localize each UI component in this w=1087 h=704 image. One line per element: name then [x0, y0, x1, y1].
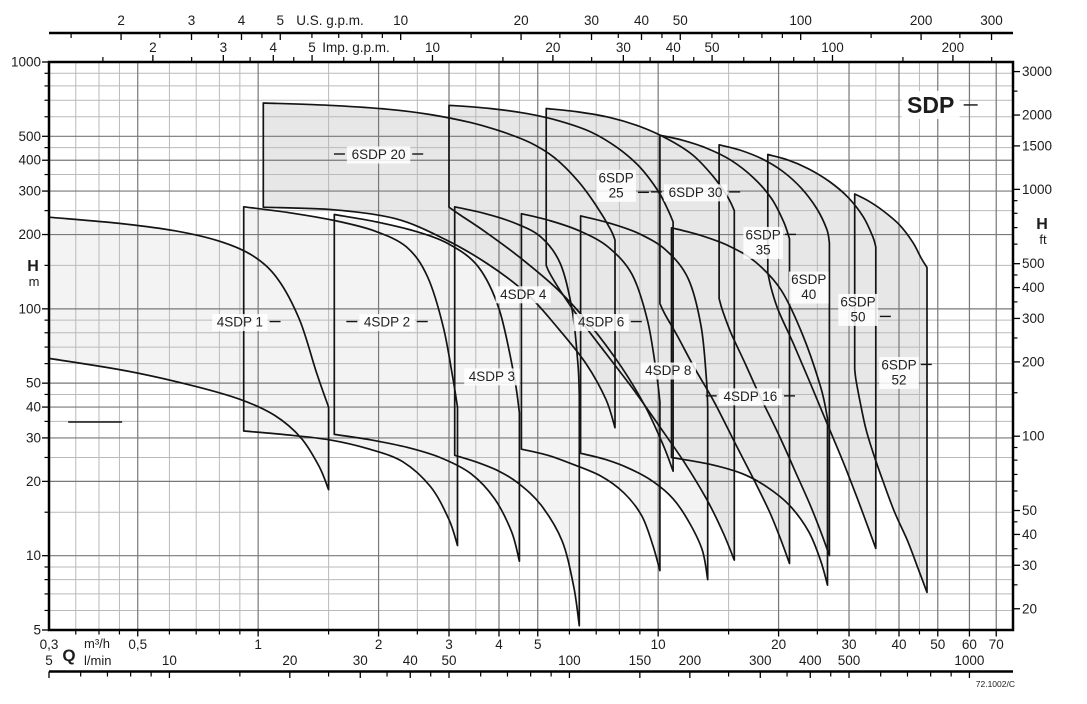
lmin-tick-label: 40 [402, 653, 418, 668]
imp-gpm-tick-label: 100 [821, 40, 844, 55]
right-axis-tick-label: 1000 [1022, 181, 1053, 197]
lmin-tick-label: 150 [628, 653, 652, 668]
right-axis-tick-label: 40 [1022, 526, 1038, 542]
imp-gpm-tick-label: 200 [941, 40, 965, 55]
lmin-tick-label: 300 [749, 653, 772, 668]
left-axis-unit: m [28, 274, 40, 289]
m3h-tick-label: 20 [771, 637, 787, 652]
pump-label-text: 4SDP 16 [723, 388, 778, 404]
lmin-tick-label: 500 [837, 653, 861, 668]
drawing-code [976, 679, 1015, 689]
left-axis-tick-label: 40 [25, 399, 41, 415]
m3h-tick-label: 50 [930, 637, 946, 652]
us-gpm-axis-title: U.S. g.p.m. [296, 13, 364, 28]
pump-label-text: 4SDP 6 [577, 314, 625, 330]
left-axis-tick-label: 10 [25, 548, 41, 564]
pump-label-text: 6SDP 30 [668, 184, 723, 200]
imp-gpm-tick-label: 4 [269, 40, 278, 55]
left-axis-tick-label: 20 [25, 473, 41, 489]
us-gpm-tick-label: 5 [276, 13, 285, 28]
right-axis-tick-label: 1500 [1022, 138, 1053, 154]
right-axis-tick-label: 50 [1022, 503, 1038, 519]
m3h-tick-label: 1 [254, 637, 262, 652]
us-gpm-tick-label: 30 [584, 13, 600, 28]
pump-label-text: 40 [801, 287, 817, 303]
left-axis-tick-label: 500 [18, 128, 41, 144]
m3h-tick-label: 3 [445, 637, 453, 652]
pump-label-text: 4SDP 4 [500, 286, 547, 302]
pump-label-4sdp-4 [496, 286, 551, 303]
pump-label-text: 4SDP 2 [363, 314, 411, 330]
pump-label-text: 6SDP [840, 294, 876, 310]
lmin-tick-label: 50 [441, 653, 457, 668]
left-axis-tick-label: 1000 [10, 54, 41, 70]
us-gpm-tick-label: 2 [117, 13, 125, 28]
m3h-tick-label: 70 [988, 637, 1004, 652]
pump-label-text: 4SDP 1 [216, 314, 263, 330]
imp-gpm-tick-label: 20 [545, 40, 561, 55]
m3h-tick-label: 10 [650, 637, 666, 652]
pump-label-text: 52 [891, 372, 907, 388]
pump-label-6sdp-20 [334, 146, 423, 163]
left-axis-tick-label: 5 [33, 622, 41, 638]
pump-label-text: 6SDP [598, 170, 634, 186]
right-axis-unit: ft [1039, 232, 1047, 247]
us-gpm-tick-label: 3 [187, 13, 196, 28]
lmin-tick-label: 400 [798, 653, 822, 668]
us-gpm-tick-label: 10 [393, 13, 409, 28]
right-axis-tick-label: 3000 [1022, 64, 1053, 80]
m3h-tick-label: 2 [374, 637, 383, 652]
left-axis-tick-label: 300 [18, 183, 41, 199]
us-gpm-tick-label: 20 [513, 13, 529, 28]
pump-label-text: 6SDP [791, 272, 827, 288]
pump-label-text: 6SDP 20 [351, 146, 406, 162]
imp-gpm-axis-title: Imp. g.p.m. [322, 40, 390, 55]
envelope-fill-6sdp-52 [855, 194, 927, 592]
lmin-tick-label: 5 [45, 653, 53, 668]
series-title-text: SDP [907, 91, 955, 118]
m3h-tick-label: 4 [495, 637, 503, 652]
series-title [902, 91, 978, 119]
pump-label-4sdp-3 [464, 368, 519, 385]
right-axis-tick-label: 100 [1022, 428, 1045, 444]
lmin-tick-label: 200 [678, 653, 702, 668]
us-gpm-tick-label: 50 [672, 13, 688, 28]
left-axis-tick-label: 100 [18, 301, 41, 317]
pump-label-text: 6SDP [881, 357, 917, 373]
left-axis-tick-label: 30 [25, 430, 41, 446]
pump-label-text: 50 [850, 309, 866, 325]
left-axis-tick-label: 400 [18, 152, 41, 168]
lmin-tick-label: 1000 [954, 653, 985, 668]
imp-gpm-tick-label: 40 [665, 40, 681, 55]
right-axis-tick-label: 500 [1022, 256, 1045, 272]
right-axis-title: H [1036, 216, 1048, 233]
m3h-unit-label: m³/h [84, 636, 110, 651]
us-gpm-tick-label: 4 [237, 13, 246, 28]
m3h-tick-label: 60 [961, 637, 977, 652]
pump-label-text: 4SDP 3 [468, 368, 516, 384]
right-axis-tick-label: 200 [1022, 354, 1045, 370]
right-axis-tick-label: 400 [1022, 280, 1045, 296]
imp-gpm-tick-label: 5 [308, 40, 316, 55]
us-gpm-tick-label: 40 [633, 13, 650, 28]
left-axis-title: H [27, 258, 39, 275]
pump-label-text: 6SDP [745, 227, 781, 243]
left-axis-tick-label: 50 [25, 375, 41, 391]
us-gpm-tick-label: 200 [909, 13, 933, 28]
right-axis-tick-label: 20 [1022, 601, 1038, 617]
pump-label-text: 25 [608, 185, 624, 201]
drawing-code-text: 72.1002/C [975, 679, 1015, 689]
m3h-tick-label: 0,3 [39, 637, 59, 652]
pump-label-4sdp-8 [641, 363, 696, 380]
us-gpm-tick-label: 100 [789, 13, 812, 28]
lmin-unit-label: l/min [84, 653, 112, 668]
axis-bottom-q [40, 630, 1013, 678]
right-axis-tick-label: 30 [1022, 557, 1038, 573]
m3h-tick-label: 40 [891, 637, 907, 652]
pump-label-6sdp-30 [651, 184, 740, 201]
pump-label-text: 35 [755, 242, 771, 258]
m3h-tick-label: 0,5 [128, 637, 148, 652]
us-gpm-tick-label: 300 [980, 13, 1003, 28]
q-axis-title: Q [62, 646, 76, 665]
imp-gpm-tick-label: 50 [704, 40, 720, 55]
pump-label-text: 4SDP 8 [645, 363, 692, 379]
imp-gpm-tick-label: 2 [149, 40, 157, 55]
axis-top-us-gpm [49, 13, 1013, 40]
right-axis-tick-label: 300 [1022, 310, 1045, 326]
pump-label-4sdp-16 [706, 388, 795, 405]
left-axis-tick-label: 200 [18, 227, 41, 243]
imp-gpm-tick-label: 3 [219, 40, 228, 55]
right-axis-tick-label: 2000 [1022, 107, 1053, 123]
lmin-tick-label: 10 [161, 653, 177, 668]
m3h-tick-label: 30 [841, 637, 857, 652]
axis-left-h-m [11, 55, 49, 638]
imp-gpm-tick-label: 30 [615, 40, 631, 55]
lmin-tick-label: 30 [352, 653, 368, 668]
axis-right-h-ft [1013, 64, 1052, 616]
pump-label-6sdp-40 [789, 272, 829, 304]
lmin-tick-label: 20 [282, 653, 298, 668]
m3h-tick-label: 5 [533, 637, 542, 652]
imp-gpm-tick-label: 10 [424, 40, 440, 55]
lmin-tick-label: 100 [558, 653, 581, 668]
axis-top-imp-gpm [103, 40, 992, 62]
